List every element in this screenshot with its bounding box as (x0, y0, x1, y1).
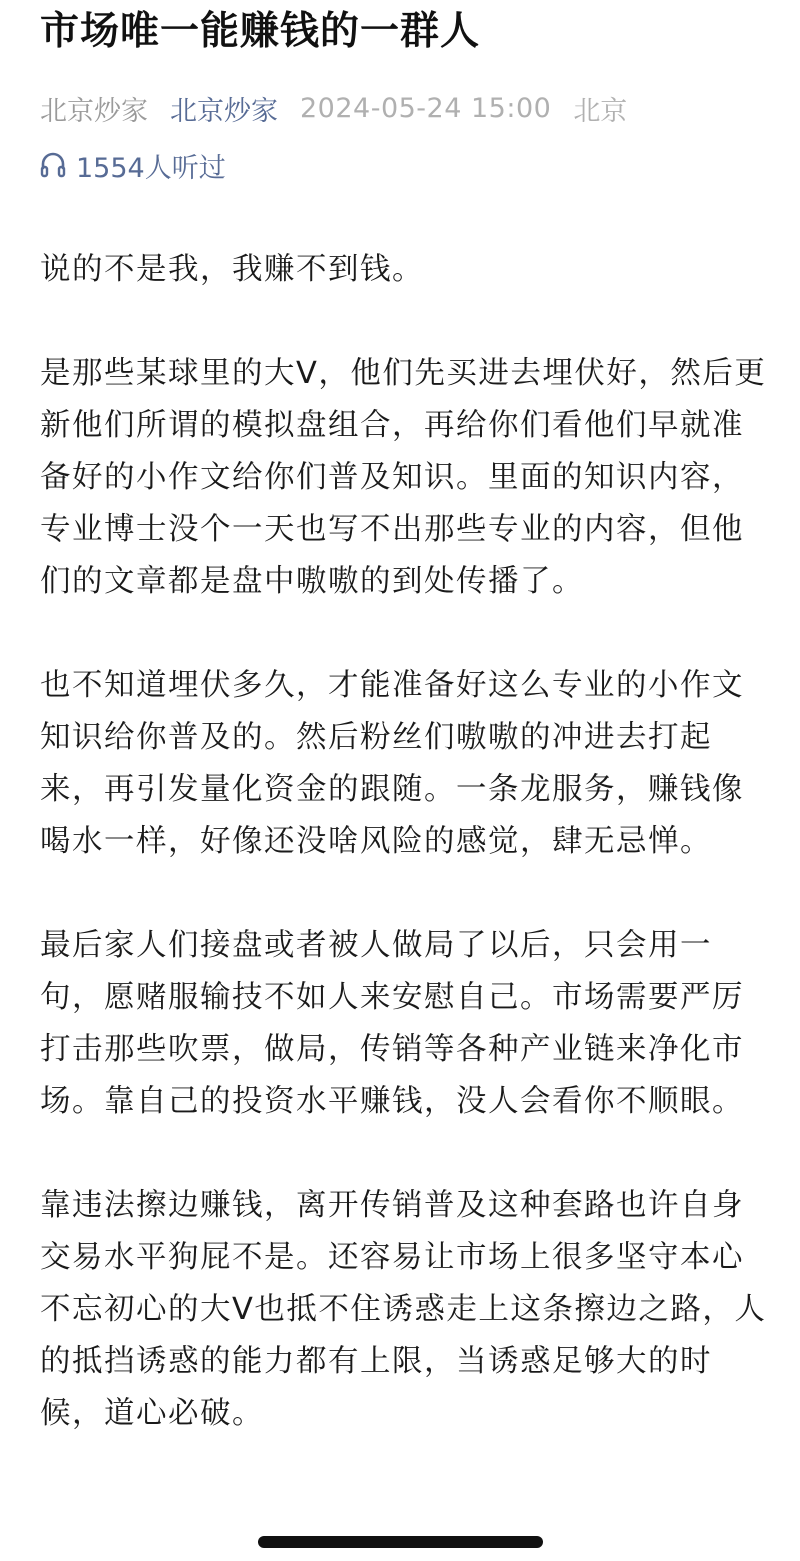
paragraph: 也不知道埋伏多久，才能准备好这么专业的小作文知识给你普及的。然后粉丝们嗷嗷的冲进去打起来，再引发量化资金的跟随。一条龙服务，赚钱像喝水一样，好像还没啥风险的感觉，肆无忌惮。 (40, 668, 744, 859)
listen-count: 1554人听过 (76, 152, 226, 184)
headphones-icon (40, 151, 66, 179)
article-author: 北京炒家 (40, 95, 148, 127)
listen-count-row[interactable] (40, 144, 226, 186)
article-body (40, 244, 770, 1492)
home-indicator[interactable] (258, 1536, 543, 1548)
publish-date: 2024-05-24 15:00 (300, 92, 552, 124)
paragraph: 是那些某球里的大V，他们先买进去埋伏好，然后更新他们所谓的模拟盘组合，再给你们看他们早就准备好的小作文给你们普及知识。里面的知识内容，专业博士没个一天也写不出那些专业的内容，但他们的文章都是盘中嗷嗷的到处传播了。 (40, 356, 767, 599)
article-title: 市场唯一能赚钱的一群人 (40, 9, 481, 54)
paragraph: 最后家人们接盘或者被人做局了以后，只会用一句，愿赌服输技不如人来安慰自己。市场需要严厉打击那些吹票，做局，传销等各种产业链来净化市场。靠自己的投资水平赚钱，没人会看你不顺眼。 (40, 928, 744, 1119)
article-meta (40, 86, 649, 130)
paragraph: 说的不是我，我赚不到钱。 (40, 252, 424, 287)
paragraph: 靠违法擦边赚钱，离开传销普及这种套路也许自身交易水平狗屁不是。还容易让市场上很多坚守本心不忘初心的大V也抵不住诱惑走上这条擦边之路，人的抵挡诱惑的能力都有上限，当诱惑足够大的时候，道心必破。 (40, 1188, 767, 1431)
account-link[interactable]: 北京炒家 (170, 95, 278, 127)
publish-location: 北京 (573, 95, 628, 127)
